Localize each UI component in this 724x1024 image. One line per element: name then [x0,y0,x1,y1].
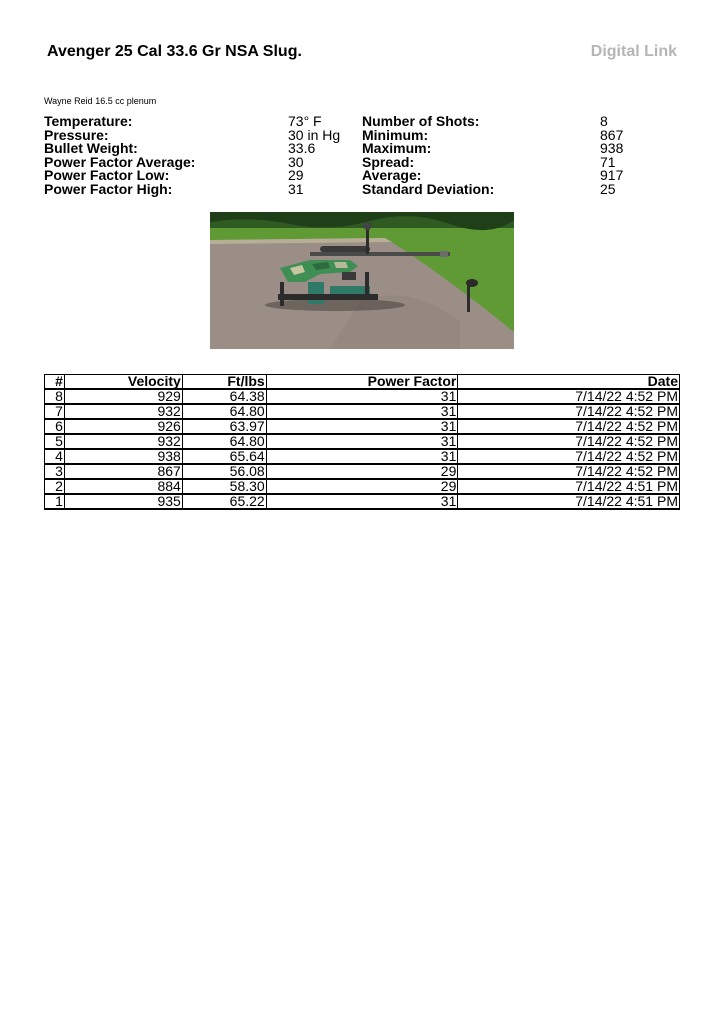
cell-velocity: 929 [64,389,182,404]
cell-velocity: 926 [64,419,182,434]
stat-label-pressure: Pressure: [44,126,109,143]
cell-number: 1 [45,494,65,509]
table-row [45,464,680,479]
cell-power-factor: 31 [266,434,458,449]
cell-number: 4 [45,449,65,464]
stat-value-number-of-shots: 8 [600,113,608,129]
cell-velocity: 867 [64,464,182,479]
cell-date: 7/14/22 4:51 PM [458,479,680,494]
stat-label-minimum: Minimum: [362,126,429,143]
cell-ft-lbs: 58.30 [182,479,266,494]
stat-value-pf-high: 31 [288,180,304,197]
stat-value-pressure: 30 in Hg [288,126,341,143]
column-header-number: # [45,375,65,390]
brand-label: Digital Link [590,43,677,60]
cell-number: 7 [45,404,65,419]
stat-value-spread: 71 [600,153,616,170]
stat-label-maximum: Maximum: [362,140,432,156]
stat-value-minimum: 867 [600,126,624,143]
table-row [45,419,680,434]
rifle-photo [210,212,514,349]
cell-velocity: 932 [64,404,182,419]
cell-ft-lbs: 65.64 [182,449,266,464]
stats-right-values [600,115,623,196]
cell-date: 7/14/22 4:52 PM [458,389,680,404]
cell-number: 8 [45,389,65,404]
stat-value-temperature: 73° F [288,113,322,129]
stats-left-labels [44,115,195,196]
page-title: Avenger 25 Cal 33.6 Gr NSA Slug. [47,43,302,60]
cell-power-factor: 31 [266,494,458,509]
cell-velocity: 884 [64,479,182,494]
cell-date: 7/14/22 4:51 PM [458,494,680,509]
cell-power-factor: 29 [266,464,458,479]
column-header-power-factor: Power Factor [266,375,458,390]
cell-date: 7/14/22 4:52 PM [458,449,680,464]
stat-value-pf-low: 29 [288,167,304,183]
stat-label-standard-deviation: Standard Deviation: [362,180,495,197]
stat-value-average: 917 [600,167,624,183]
stat-label-spread: Spread: [362,153,415,170]
rifle-photo-illustration [210,212,514,349]
cell-number: 2 [45,479,65,494]
cell-power-factor: 31 [266,389,458,404]
cell-date: 7/14/22 4:52 PM [458,404,680,419]
column-header-date: Date [458,375,680,390]
cell-ft-lbs: 64.38 [182,389,266,404]
cell-date: 7/14/22 4:52 PM [458,419,680,434]
shots-table [44,374,680,510]
stat-label-temperature: Temperature: [44,113,133,129]
table-row [45,449,680,464]
stat-label-number-of-shots: Number of Shots: [362,113,480,129]
column-header-ft-lbs: Ft/lbs [182,375,266,390]
stats-left-values [288,115,340,196]
subtitle: Wayne Reid 16.5 cc plenum [44,96,157,106]
cell-date: 7/14/22 4:52 PM [458,434,680,449]
cell-ft-lbs: 63.97 [182,419,266,434]
cell-power-factor: 31 [266,404,458,419]
stat-value-maximum: 938 [600,140,624,156]
table-header-row [45,375,680,390]
column-header-velocity: Velocity [64,375,182,390]
cell-velocity: 938 [64,449,182,464]
table-row [45,494,680,509]
stat-label-average: Average: [362,167,422,183]
stat-value-bullet-weight: 33.6 [288,140,316,156]
cell-ft-lbs: 64.80 [182,434,266,449]
cell-number: 5 [45,434,65,449]
cell-number: 3 [45,464,65,479]
table-row [45,479,680,494]
table-row [45,389,680,404]
cell-velocity: 932 [64,434,182,449]
stat-label-pf-low: Power Factor Low: [44,167,170,183]
stat-value-pf-average: 30 [288,153,304,170]
cell-ft-lbs: 65.22 [182,494,266,509]
cell-number: 6 [45,419,65,434]
stat-label-pf-high: Power Factor High: [44,180,173,197]
stat-label-bullet-weight: Bullet Weight: [44,140,138,156]
cell-power-factor: 29 [266,479,458,494]
stat-label-pf-average: Power Factor Average: [44,153,196,170]
table-row [45,404,680,419]
cell-date: 7/14/22 4:52 PM [458,464,680,479]
cell-power-factor: 31 [266,449,458,464]
cell-ft-lbs: 56.08 [182,464,266,479]
stat-value-standard-deviation: 25 [600,180,616,197]
stats-right-labels [362,115,494,196]
cell-ft-lbs: 64.80 [182,404,266,419]
table-row [45,434,680,449]
cell-velocity: 935 [64,494,182,509]
cell-power-factor: 31 [266,419,458,434]
